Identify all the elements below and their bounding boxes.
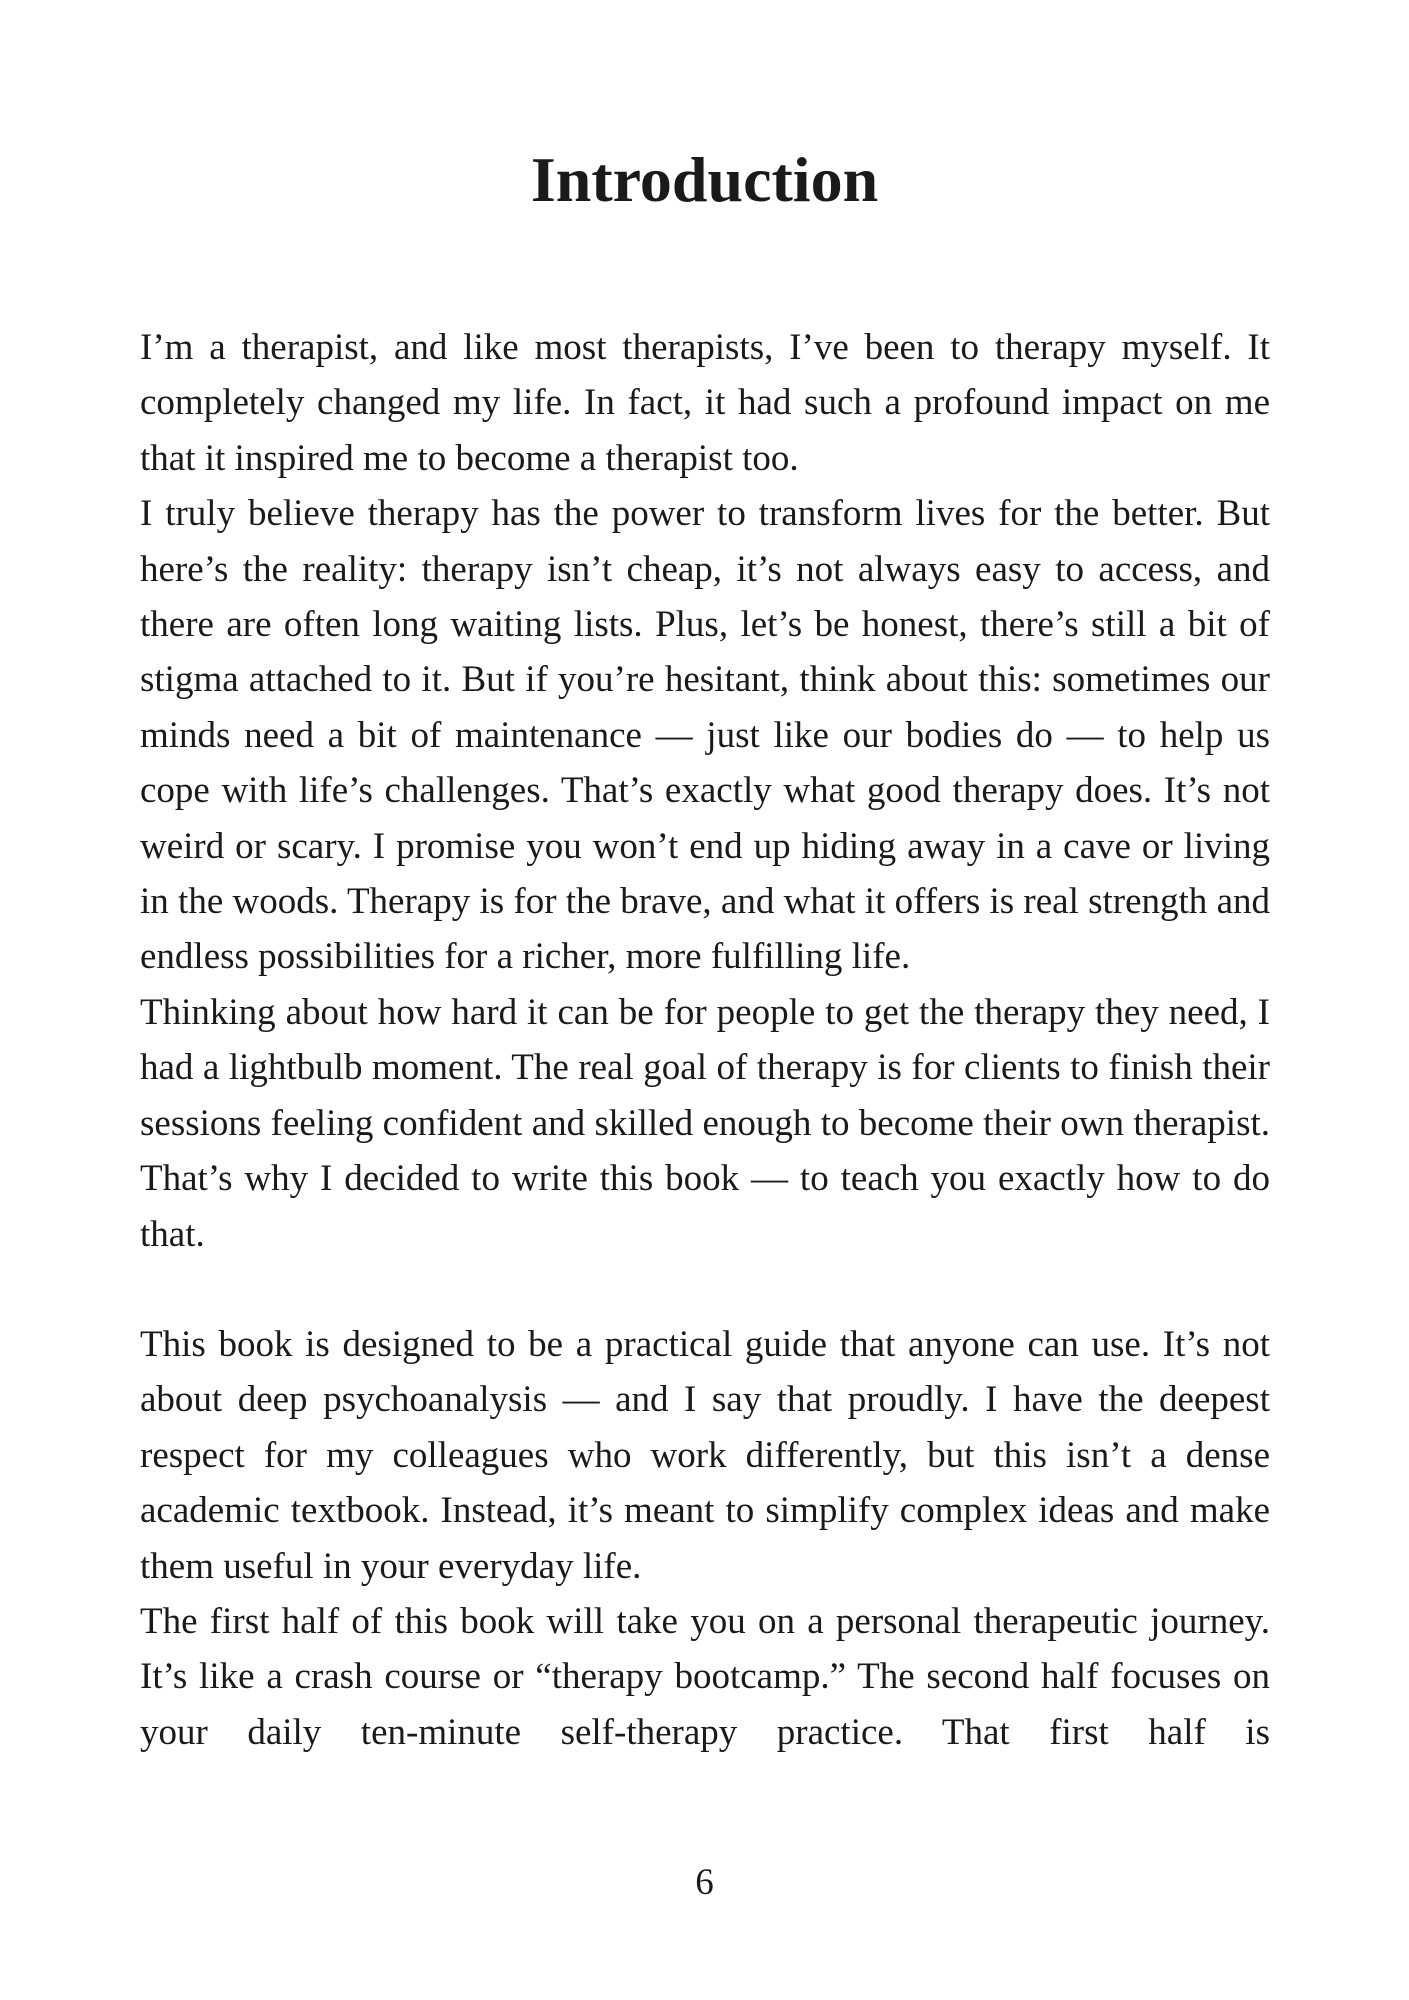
paragraph: Thinking about how hard it can be for people to get the therapy they need, I had a lightbulb moment. The real goal of therapy is for clients to finish their sessions feeling confident and skilled enough to become their own therapist. That’s why I decided to write this book — to teach you exactly how to do that.: [140, 991, 1270, 1255]
chapter-body: [140, 320, 1270, 1760]
chapter-title: Introduction: [530, 144, 879, 215]
paragraph: I’m a therapist, and like most therapists, I’ve been to therapy myself. It completely changed my life. In fact, it had such a profound impact on me that it inspired me to become a therapist too.: [140, 327, 1270, 479]
page-number: 6: [695, 1862, 714, 1903]
paragraph: This book is designed to be a practical guide that anyone can use. It’s not about deep psychoanalysis — and I say that proudly. I have the deepest respect for my colleagues who work differently, but this isn’t a dense academic textbook. Instead, it’s meant to simplify complex ideas and make them useful in your everyday life.: [140, 1323, 1270, 1587]
paragraph: I truly believe therapy has the power to transform lives for the better. But here’s the reality: therapy isn’t cheap, it’s not always easy to access, and there are often long waiting lists. Plus, let’s be honest, there’s still a bit of stigma attached to it. But if you’re hesitant, think about this: sometimes our minds need a bit of maintenance — just like our bodies do — to help us cope with life’s challenges. That’s exactly what good therapy does. It’s not weird or scary. I promise you won’t end up hiding away in a cave or living in the woods. Therapy is for the brave, and what it offers is real strength and endless possibilities for a richer, more fulfilling life.: [140, 493, 1270, 978]
paragraph: The first half of this book will take you on a personal therapeutic journey. It’s like a crash course or “therapy bootcamp.” The second half focuses on your daily ten-minute self-therapy practice. That first half is: [140, 1600, 1270, 1753]
